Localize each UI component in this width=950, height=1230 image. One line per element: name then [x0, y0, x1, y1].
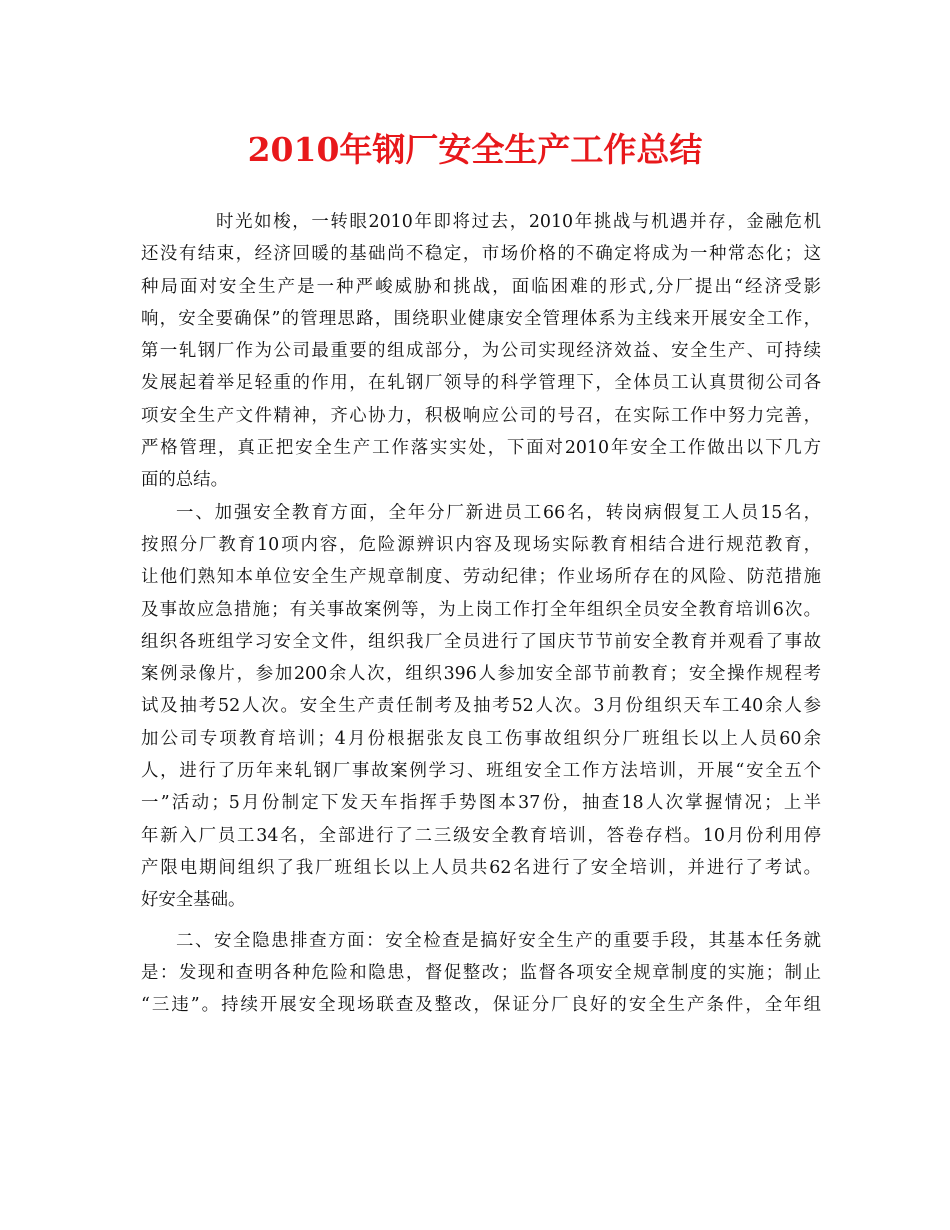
paragraph-1-line-6: 发展起着举足轻重的作用，在轧钢厂领导的科学管理下，全体员工认真贯彻公司各: [141, 373, 821, 394]
document-title: 2010年钢厂安全生产工作总结: [247, 130, 703, 169]
paragraph-2-line-13: 好安全基础。: [141, 890, 246, 911]
paragraph-3-line-2: 是：发现和查明各种危险和隐患，督促整改；监督各项安全规章制度的实施；制止: [141, 962, 821, 983]
paragraph-1-line-3: 种局面对安全生产是一种严峻威胁和挑战，面临困难的形式,分厂提出“经济受影: [141, 276, 821, 297]
paragraph-2-line-6: 案例录像片，参加200余人次，组织396人参加安全部节前教育；安全操作规程考: [141, 664, 821, 685]
paragraph-2-line-5: 组织各班组学习安全文件，组织我厂全员进行了国庆节节前安全教育并观看了事故: [141, 631, 821, 652]
paragraph-1-line-1: 时光如梭，一转眼2010年即将过去，2010年挑战与机遇并存，金融危机: [216, 212, 821, 232]
paragraph-2-line-8: 加公司专项教育培训；4月份根据张友良工伤事故组织分厂班组长以上人员60余: [141, 728, 821, 749]
paragraph-1-line-8: 严格管理，真正把安全生产工作落实实处，下面对2010年安全工作做出以下几方: [141, 438, 821, 459]
paragraph-1-line-9: 面的总结。: [141, 470, 228, 491]
paragraph-1-line-5: 第一轧钢厂作为公司最重要的组成部分，为公司实现经济效益、安全生产、可持续: [141, 341, 821, 362]
paragraph-2-line-10: 一”活动；5月份制定下发天车指挥手势图本37份，抽查18人次掌握情况；上半: [141, 793, 821, 814]
paragraph-3-line-3: “三违”。持续开展安全现场联查及整改，保证分厂良好的安全生产条件，全年组: [141, 995, 821, 1016]
paragraph-2-line-3: 让他们熟知本单位安全生产规章制度、劳动纪律；作业场所存在的风险、防范措施: [141, 567, 821, 588]
paragraph-2-line-4: 及事故应急措施；有关事故案例等，为上岗工作打全年组织全员安全教育培训6次。: [141, 599, 821, 620]
paragraph-3-line-1: 二、安全隐患排查方面：安全检查是搞好安全生产的重要手段，其基本任务就: [176, 930, 821, 951]
paragraph-2-line-11: 年新入厂员工34名，全部进行了二三级安全教育培训，答卷存档。10月份利用停: [141, 825, 821, 846]
paragraph-1-line-7: 项安全生产文件精神，齐心协力，积极响应公司的号召，在实际工作中努力完善，: [141, 405, 821, 426]
paragraph-1-line-2: 还没有结束，经济回暖的基础尚不稳定，市场价格的不确定将成为一种常态化；这: [141, 244, 821, 265]
paragraph-2-line-1: 一、加强安全教育方面，全年分厂新进员工66名，转岗病假复工人员15名，: [176, 502, 821, 523]
paragraph-2-line-9: 人，进行了历年来轧钢厂事故案例学习、班组安全工作方法培训，开展“安全五个: [141, 761, 821, 782]
paragraph-1-line-4: 响，安全要确保”的管理思路，围绕职业健康安全管理体系为主线来开展安全工作，: [141, 308, 821, 329]
paragraph-2-line-7: 试及抽考52人次。安全生产责任制考及抽考52人次。3月份组织天车工40余人参: [141, 696, 821, 717]
paragraph-2-line-2: 按照分厂教育10项内容，危险源辨识内容及现场实际教育相结合进行规范教育，: [141, 534, 821, 555]
paragraph-2-line-12: 产限电期间组织了我厂班组长以上人员共62名进行了安全培训，并进行了考试。: [141, 857, 821, 878]
document-body: [141, 206, 821, 1021]
